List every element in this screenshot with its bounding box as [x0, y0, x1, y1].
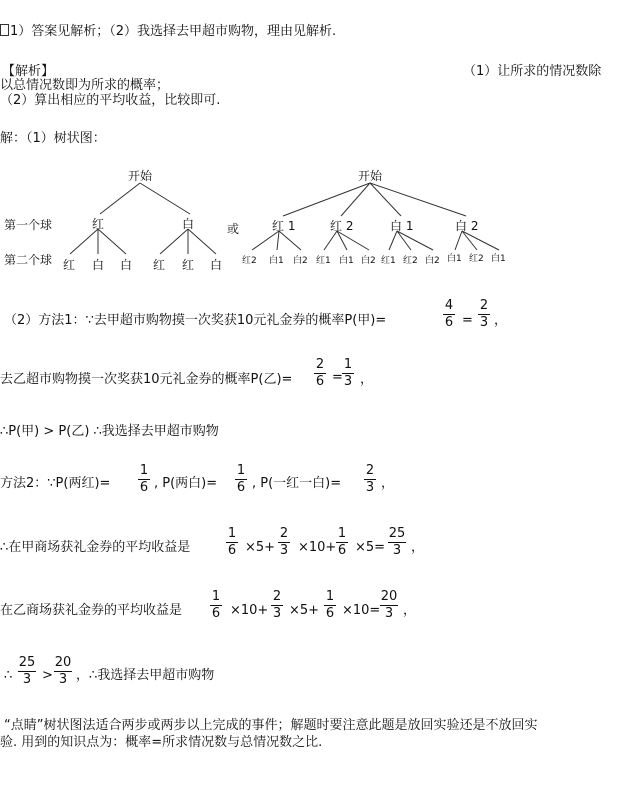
right-l2-node: 红2 [403, 256, 418, 266]
row-1-label: 第一个球 [4, 218, 53, 232]
right-l2-node: 红2 [469, 254, 484, 264]
fraction: 2 3 [279, 526, 289, 558]
right-l2-node: 红1 [381, 256, 396, 266]
analysis-line-2: 以总情况数即为所求的概率； [0, 78, 170, 93]
greater-than: > [42, 668, 53, 683]
equals-sign: = [462, 313, 473, 328]
method2-intro: 方法2：∵P(两红)= [0, 476, 111, 491]
method1-line3: ∴P(甲) > P(乙) ∴我选择去甲超市购物 [0, 424, 219, 439]
jia-term1: ×5+ [245, 540, 276, 555]
jia-term3: ×5= [355, 540, 386, 555]
or-label: 或 [227, 222, 240, 236]
tree-diagram [0, 0, 630, 300]
comment-line-2: 验. 用到的知识点为：概率=所求情况数与总情况数之比. [0, 735, 323, 750]
fraction: 1 6 [139, 463, 149, 495]
method2-mid1: , P(两白)= [154, 476, 218, 491]
analysis-right: （1）让所求的情况数除 [463, 64, 602, 79]
fraction: 20 3 [380, 589, 398, 621]
comma: ， [494, 313, 508, 328]
fraction: 1 6 [325, 589, 335, 621]
method1-line1: （2）方法1：∵去甲超市购物摸一次奖获10元礼金券的概率P(甲)= [4, 313, 387, 328]
fraction: 2 3 [365, 463, 375, 495]
fraction: 1 6 [227, 526, 237, 558]
fraction: 25 3 [388, 526, 406, 558]
left-l1-node: 白 [182, 217, 195, 231]
left-l2-node: 红 [63, 258, 76, 272]
left-l2-node: 白 [92, 258, 105, 272]
right-l2-node: 红2 [242, 256, 257, 266]
comma: ， [381, 476, 395, 491]
analysis-line-3: （2）算出相应的平均收益，比较即可. [0, 93, 221, 108]
right-l2-node: 红1 [316, 256, 331, 266]
fraction: 1 6 [211, 589, 221, 621]
right-l2-node: 白1 [269, 256, 284, 266]
right-l1-node: 红 1 [272, 219, 296, 233]
right-l1-node: 白 2 [455, 219, 479, 233]
right-l2-node: 白2 [361, 256, 376, 266]
right-l2-node: 白2 [425, 256, 440, 266]
equals-sign: = [332, 370, 343, 385]
yi-term2: ×5+ [289, 603, 320, 618]
right-l1-node: 白 1 [390, 219, 414, 233]
solution-intro: 解：（1）树状图： [0, 131, 106, 146]
jia-text: ∴在甲商场获礼金券的平均收益是 [0, 540, 191, 555]
right-l2-node: 白2 [293, 256, 308, 266]
fraction: 2 3 [272, 589, 282, 621]
fraction: 20 3 [54, 655, 72, 687]
method2-mid2: , P(一红一白)= [252, 476, 342, 491]
comma: ， [360, 372, 374, 387]
conclusion-text: ，∴我选择去甲超市购物 [76, 668, 215, 683]
left-l2-node: 白 [210, 258, 223, 272]
method1-line2: 去乙超市购物摸一次奖获10元礼金券的概率P(乙)= [0, 372, 293, 387]
right-l1-node: 红 2 [330, 219, 354, 233]
analysis-tag: 【解析】 [2, 64, 55, 79]
fraction: 4 6 [444, 298, 454, 330]
comma: ， [411, 540, 425, 555]
left-l2-node: 红 [153, 258, 166, 272]
fraction: 25 3 [18, 655, 36, 687]
fraction: 2 3 [479, 298, 489, 330]
yi-text: 在乙商场获礼金券的平均收益是 [0, 603, 183, 618]
fraction: 1 6 [337, 526, 347, 558]
conclusion-pre: ∴ [4, 668, 13, 683]
comment-line-1: “点睛”树状图法适合两步或两步以上完成的事件；解题时要注意此题是放回实验还是不放回实 [4, 718, 538, 733]
left-root: 开始 [128, 169, 153, 183]
right-l2-node: 白1 [447, 254, 462, 264]
fraction: 1 3 [343, 357, 353, 389]
right-root: 开始 [358, 169, 383, 183]
fraction: 2 6 [315, 357, 325, 389]
yi-term3: ×10= [342, 603, 381, 618]
yi-term1: ×10+ [230, 603, 269, 618]
fraction: 1 6 [236, 463, 246, 495]
comma: ， [403, 603, 417, 618]
left-l2-node: 白 [120, 258, 133, 272]
right-l2-node: 白1 [491, 254, 506, 264]
answer-text: 1）答案见解析；（2）我选择去甲超市购物，理由见解析. [10, 24, 337, 39]
left-l2-node: 红 [182, 258, 195, 272]
jia-term2: ×10+ [298, 540, 337, 555]
right-l2-node: 白1 [339, 256, 354, 266]
left-l1-node: 红 [92, 217, 105, 231]
row-2-label: 第二个球 [4, 253, 53, 267]
